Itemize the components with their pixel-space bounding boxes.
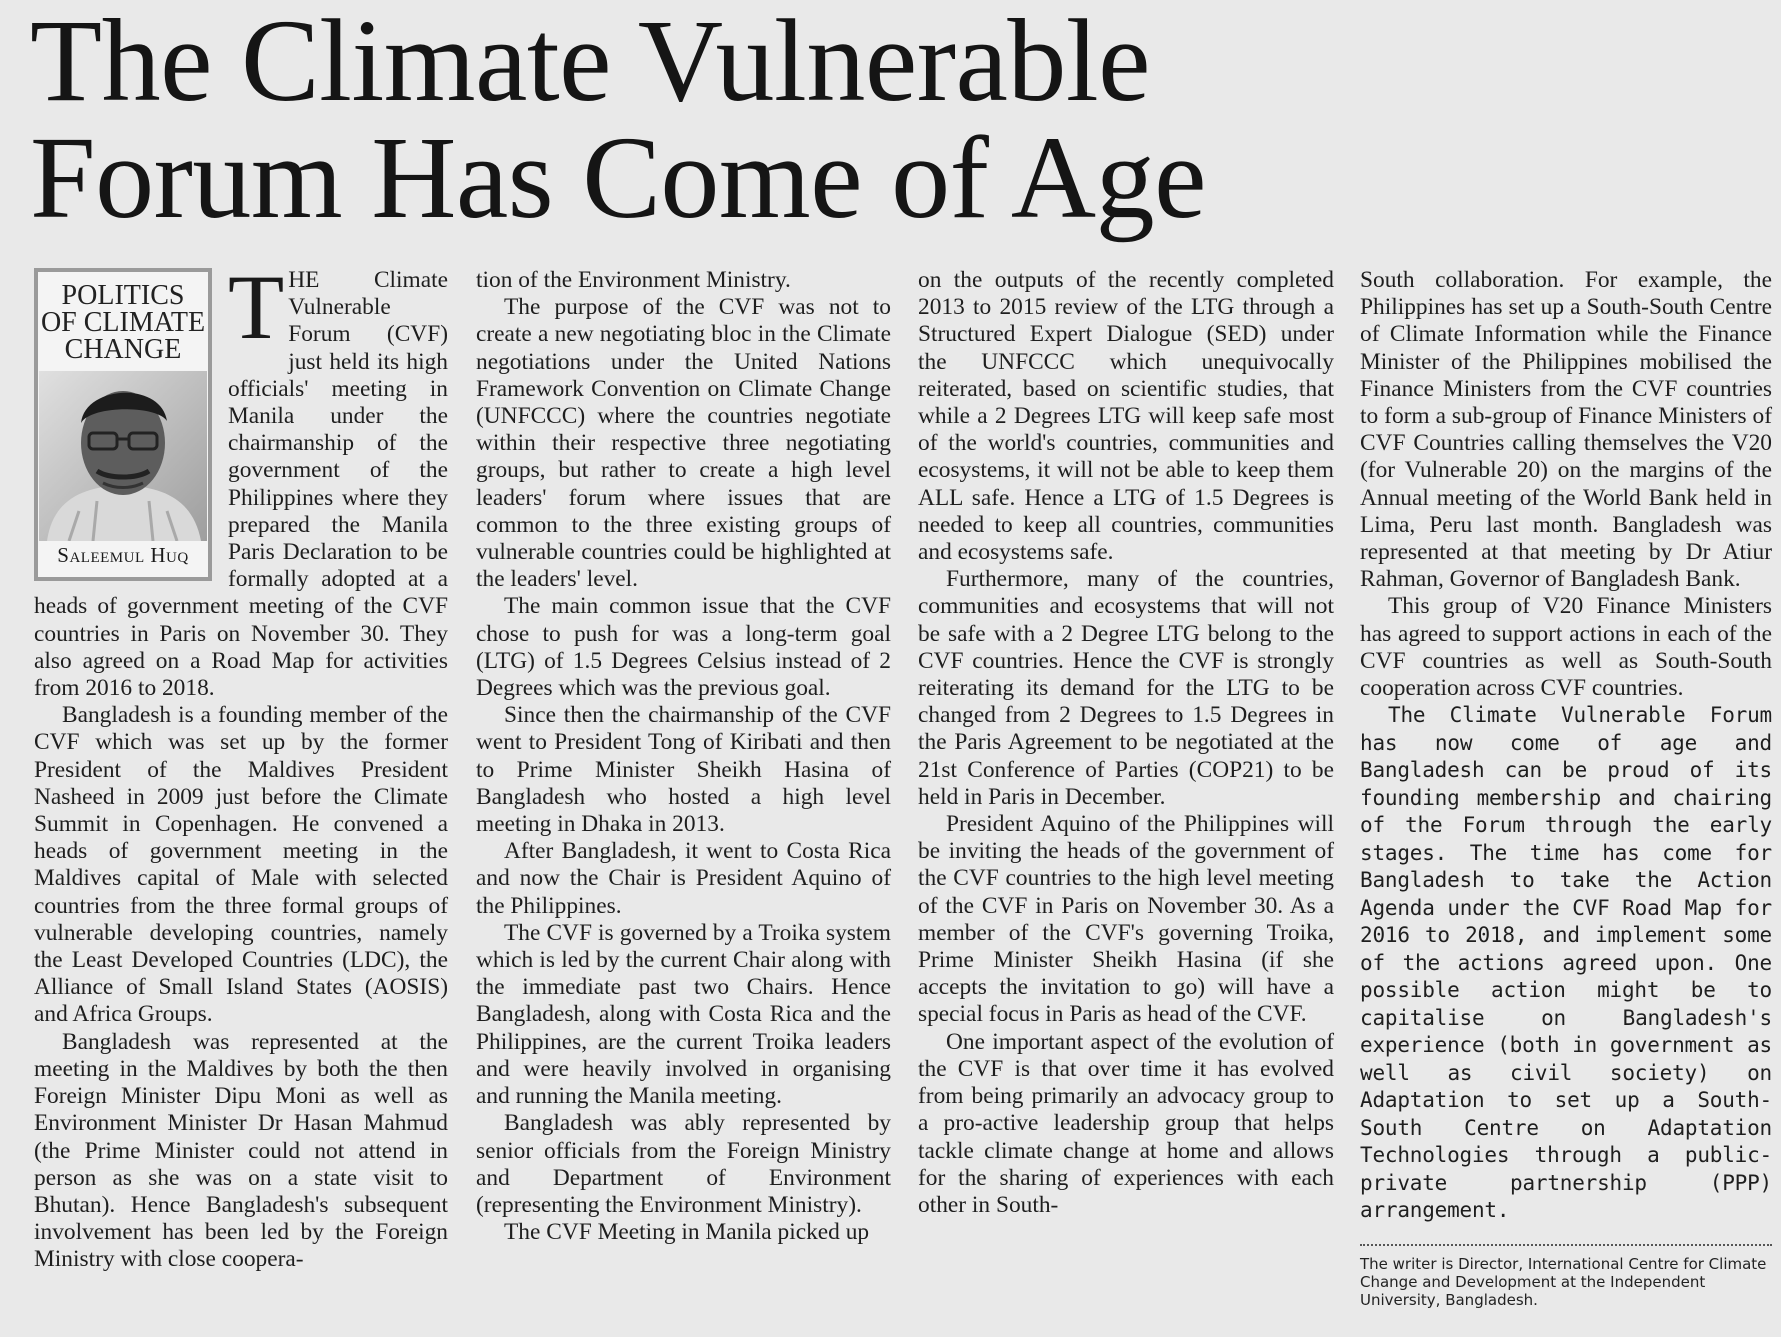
column-title-line-2: OF CLIMATE [40, 307, 206, 338]
headline [30, 0, 1530, 243]
paragraph: This group of V20 Finance Ministers has agreed to support actions in each of the CVF countries as well as South-South cooperation across CVF countries. [1360, 593, 1772, 702]
paragraph-continued: tion of the Environment Ministry. [476, 267, 791, 293]
article-column-2 [476, 267, 891, 1246]
paragraph: Since then the chairmanship of the CVF went to President Tong of Kiribati and then to Prime Minister Sheikh Hasina of Bangladesh who hosted a high level meeting in Dhaka in 2013. [476, 702, 891, 838]
article-column-1 [34, 256, 448, 1274]
dotted-divider [1360, 1244, 1772, 1246]
column-title [38, 282, 208, 363]
paragraph: After Bangladesh, it went to Costa Rica and now the Chair is President Aquino of the Philippines. [476, 838, 891, 919]
author-photo [39, 371, 207, 541]
headline-line-1: The Climate Vulnerable [30, 0, 1151, 126]
columnist-box [34, 268, 212, 581]
article-column-4 [1360, 267, 1772, 1225]
paragraph: One important aspect of the evolution of the CVF is that over time it has evolved from being primarily an advocacy group to a pro-active leadership group that helps tackle climate change at home and allows for the sharing of experiences with each other in South- [918, 1028, 1334, 1218]
paragraph-continued: on the outputs of the recently completed 2013 to 2015 review of the LTG through a Structured Expert Dialogue (SED) under the UNFCCC which unequivocally reiterated, based on scientific studies, that while a 2 Degrees LTG will keep safe most of the world's countries, communities and ecosystems, it will not be able to keep them ALL safe. Hence a LTG of 1.5 Degrees is needed to keep all countries, communities and ecosystems safe. [918, 267, 1334, 566]
drop-cap-rest: HE [288, 267, 320, 293]
column-title-line-3: CHANGE [64, 334, 182, 365]
paragraph: Bangladesh was ably represented by senior officials from the Foreign Ministry and Department of Environment (representing the Environment Ministry). [476, 1110, 891, 1218]
column-title-line-1: POLITICS [61, 280, 185, 311]
paragraph-continued: South collaboration. For example, the Philippines has set up a South-South Centre of Climate Information while the Finance Minister of the Philippines mobilised the Finance Ministers from the CVF countries to form a sub-group of Finance Ministers of CVF Countries calling themselves the V20 (for Vulnerable 20) on the margins of the Annual meeting of the World Bank held in Lima, Peru last month. Bangladesh was represented at that meeting by Dr Atiur Rahman, Governor of Bangladesh Bank. [1360, 267, 1772, 593]
headline-line-2: Forum Has Come of Age [30, 112, 1206, 243]
paragraph: Bangladesh was represented at the meeting in the Maldives by both the then Foreign Minister Dipu Moni as well as Environment Minister Dr Hasan Mahmud (the Prime Minister could not attend in person as she was on a state visit to Bhutan). Hence Bangladesh's subsequent involvement has been led by the Foreign Ministry with close coopera- [34, 1028, 448, 1273]
paragraph: The CVF Meeting in Manila picked up [504, 1219, 870, 1246]
paragraph: Furthermore, many of the countries, communities and ecosystems that will not be safe with a 2 Degree LTG belong to the CVF countries. Hence the CVF is strongly reiterating its demand for the LTG to be changed from 2 Degrees to 1.5 Degrees in the Paris Agreement to be negotiated at the 21st Conference of Parties (COP21) to be held in Paris in December. [918, 566, 1334, 810]
author-byline: Saleemul Huq [57, 542, 189, 567]
drop-cap: T [228, 256, 285, 358]
paragraph-text: Climate Vulnerable Forum (CVF) just held its high officials' meeting in Manila under the chairmanship of the government of the Philippines where they prepared the Manila Paris Declaration to be formally adopted at a heads of government meeting of the CVF countries in Paris on November 30. They also agreed on a Road Map for activities from 2016 to 2018. [34, 267, 448, 702]
paragraph: The purpose of the CVF was not to create a new negotiating bloc in the Climate negotiations under the United Nations Framework Convention on Climate Change (UNFCCC) where the countries negotiate within their respective three negotiating groups, but rather to create a high level leaders' forum where issues that are common to the three existing groups of vulnerable countries could be highlighted at the leaders' level. [476, 294, 891, 593]
paragraph: The Climate Vulnerable Forum has now come of age and Bangladesh can be proud of its founding membership and chairing of the Forum through the early stages. The time has come for Bangladesh to take the Action Agenda under the CVF Road Map for 2016 to 2018, and implement some of the actions agreed upon. One possible action might be to capitalise on Bangladesh's experience (both in government as well as civil society) on Adaptation to set up a South-South Centre on Adaptation Technologies through a public-private partnership (PPP) arrangement. [1360, 703, 1772, 1223]
paragraph: Bangladesh is a founding member of the CVF which was set up by the former President of the Maldives President Nasheed in 2009 just before the Climate Summit in Copenhagen. He convened a heads of government meeting in the Maldives capital of Male with selected countries from the three formal groups of vulnerable developing countries, namely the Least Developed Countries (LDC), the Alliance of Small Island States (AOSIS) and Africa Groups. [34, 702, 448, 1028]
author-note: The writer is Director, International Centre for Climate Change and Development at the Independent University, Bangladesh. [1360, 1255, 1767, 1309]
paragraph: The main common issue that the CVF chose to push for was a long-term goal (LTG) of 1.5 Degrees Celsius instead of 2 Degrees which was the previous goal. [476, 593, 891, 702]
paragraph: The CVF is governed by a Troika system which is led by the current Chair along with the immediate past two Chairs. Hence Bangladesh, along with Costa Rica and the Philippines, are the current Troika leaders and were heavily involved in organising and running the Manila meeting. [476, 919, 891, 1110]
article-column-3 [918, 267, 1334, 1219]
paragraph: President Aquino of the Philippines will be inviting the heads of the government of the CVF countries to the high level meeting of the CVF in Paris on November 30. As a member of the CVF's governing Troika, Prime Minister Sheikh Hasina (if she accepts the invitation to go) will have a special focus in Paris as head of the CVF. [918, 811, 1334, 1028]
